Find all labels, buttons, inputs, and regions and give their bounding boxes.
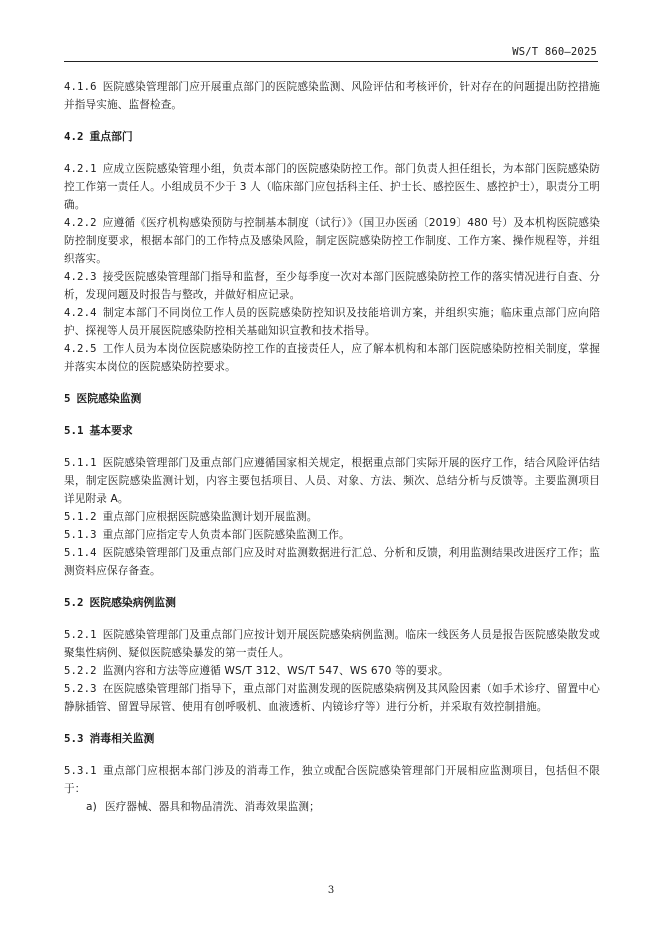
clause-5-1-1	[64, 454, 600, 508]
clause-number: 5.2.2	[64, 665, 97, 677]
clause-text: 制定本部门不同岗位工作人员的医院感染防控知识及技能培训方案，并组织实施；临床重点部门应向陪护、探视等人员开展医院感染防控相关基础知识宣教和技术指导。	[64, 307, 600, 337]
clause-number: 4.2.1	[64, 163, 97, 175]
heading-number: 5	[64, 392, 71, 405]
clause-number: 5.1.3	[64, 529, 97, 541]
clause-4-2-1	[64, 160, 600, 214]
clause-number: 5.2.3	[64, 683, 97, 695]
heading-number: 5.1	[64, 424, 84, 437]
clause-4-2-4	[64, 304, 600, 340]
heading-5	[64, 390, 600, 408]
clause-text: 医院感染管理部门及重点部门应按计划开展医院感染病例监测。临床一线医务人员是报告医院感染散发或聚集性病例、疑似医院感染暴发的第一责任人。	[64, 629, 600, 659]
heading-title: 医院感染病例监测	[89, 596, 176, 609]
clause-5-3-1	[64, 762, 600, 798]
clause-text: 工作人员为本岗位医院感染防控工作的直接责任人，应了解本机构和本部门医院感染防控相关制度，掌握并落实本岗位的医院感染防控要求。	[64, 343, 600, 373]
clause-4-2-3	[64, 268, 600, 304]
page-number: 3	[327, 885, 335, 896]
heading-number: 5.2	[64, 596, 84, 609]
clause-5-1-2	[64, 508, 600, 526]
clause-4-2-2	[64, 214, 600, 268]
document-body	[64, 78, 600, 816]
clause-5-1-4	[64, 544, 600, 580]
heading-number: 5.3	[64, 732, 84, 745]
clause-text: 重点部门应根据医院感染监测计划开展监测。	[102, 511, 318, 523]
heading-title: 基本要求	[89, 424, 133, 437]
clause-text: 重点部门应指定专人负责本部门医院感染监测工作。	[102, 529, 350, 541]
list-item-text: 医疗器械、器具和物品清洗、消毒效果监测；	[104, 801, 320, 813]
standard-code: WS/T 860—2025	[512, 46, 597, 58]
clause-5-1-3	[64, 526, 600, 544]
clause-text: 重点部门应根据本部门涉及的消毒工作，独立或配合医院感染管理部门开展相应监测项目，包括但不限于：	[64, 765, 600, 795]
clause-text: 监测内容和方法等应遵循 WS/T 312、WS/T 547、WS 670 等的要求。	[102, 665, 449, 677]
clause-number: 5.3.1	[64, 765, 97, 777]
clause-5-2-2	[64, 662, 600, 680]
header-rule	[64, 61, 598, 62]
list-marker: a)	[86, 801, 97, 813]
clause-text: 应成立医院感染管理小组，负责本部门的医院感染防控工作。部门负责人担任组长，为本部门医院感染防控工作第一责任人。小组成员不少于 3 人（临床部门应包括科主任、护士长、感控医生、感控护士），职责分工明确。	[64, 163, 600, 211]
clause-text: 医院感染管理部门及重点部门应遵循国家相关规定，根据重点部门实际开展的医疗工作，结合风险评估结果，制定医院感染监测计划，内容主要包括项目、人员、对象、方法、频次、总结分析与反馈等。主要监测项目详见附录 A。	[64, 457, 600, 505]
clause-5-2-3	[64, 680, 600, 716]
heading-5-3	[64, 730, 600, 748]
heading-number: 4.2	[64, 130, 84, 143]
clause-number: 5.2.1	[64, 629, 97, 641]
clause-text: 在医院感染管理部门指导下，重点部门对监测发现的医院感染病例及其风险因素（如手术诊疗、留置中心静脉插管、留置导尿管、使用有创呼吸机、血液透析、内镜诊疗等）进行分析，并采取有效控制措施。	[64, 683, 600, 713]
clause-number: 4.2.2	[64, 217, 97, 229]
clause-number: 4.1.6	[64, 81, 97, 93]
clause-5-2-1	[64, 626, 600, 662]
heading-5-2	[64, 594, 600, 612]
clause-number: 4.2.5	[64, 343, 97, 355]
heading-5-1	[64, 422, 600, 440]
clause-number: 4.2.3	[64, 271, 97, 283]
clause-text: 医院感染管理部门应开展重点部门的医院感染监测、风险评估和考核评价，针对存在的问题提出防控措施并指导实施、监督检查。	[64, 81, 600, 111]
clause-text: 接受医院感染管理部门指导和监督，至少每季度一次对本部门医院感染防控工作的落实情况进行自查、分析，发现问题及时报告与整改，并做好相应记录。	[64, 271, 600, 301]
clause-number: 5.1.2	[64, 511, 97, 523]
clause-number: 4.2.4	[64, 307, 97, 319]
clause-number: 5.1.4	[64, 547, 97, 559]
heading-title: 医院感染监测	[76, 392, 142, 405]
heading-title: 重点部门	[89, 130, 133, 143]
heading-title: 消毒相关监测	[89, 732, 155, 745]
clause-text: 医院感染管理部门及重点部门应及时对监测数据进行汇总、分析和反馈，利用监测结果改进医疗工作；监测资料应保存备查。	[64, 547, 600, 577]
clause-4-2-5	[64, 340, 600, 376]
list-item-a	[64, 798, 600, 816]
clause-number: 5.1.1	[64, 457, 97, 469]
clause-text: 应遵循《医疗机构感染预防与控制基本制度（试行）》（国卫办医函〔2019〕480 号）及本机构医院感染防控制度要求，根据本部门的工作特点及感染风险，制定医院感染防控工作制度、工作方案、操作规程等，并组织落实。	[64, 217, 600, 265]
clause-4-1-6	[64, 78, 600, 114]
heading-4-2	[64, 128, 600, 146]
